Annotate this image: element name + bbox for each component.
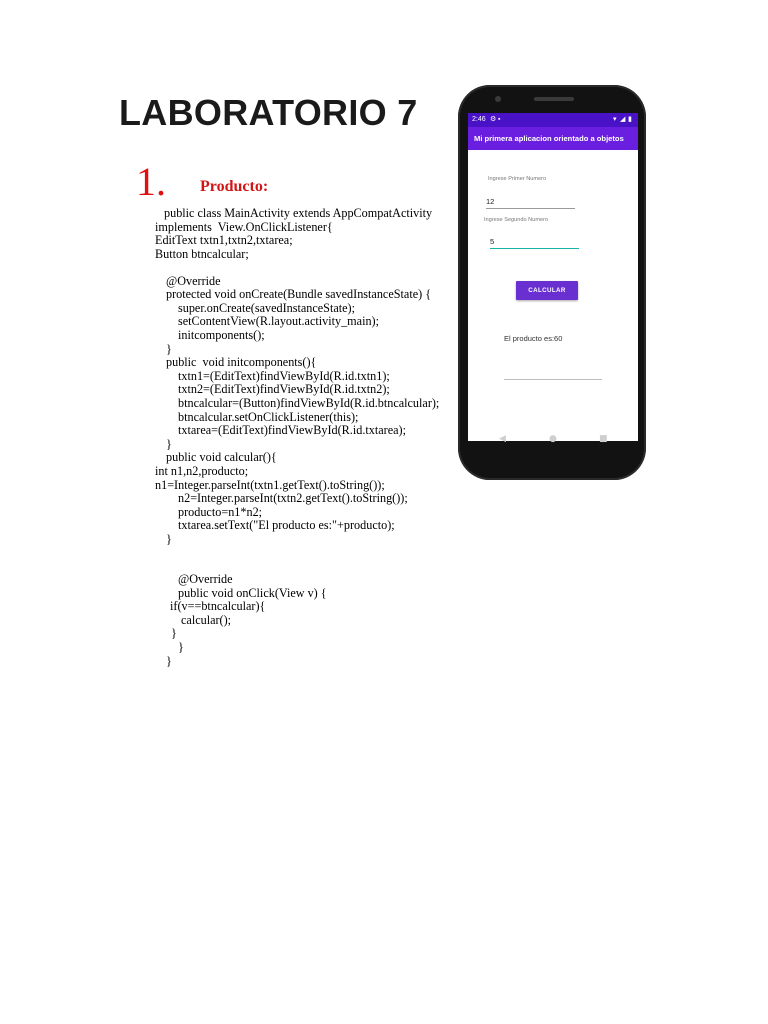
code-line: txtn2=(EditText)findViewById(R.id.txtn2); [178,382,390,397]
code-line: public void onClick(View v) { [178,585,327,600]
code-block [0,207,470,677]
battery-icon: ▮ [628,116,632,123]
code-line: txtn1=(EditText)findViewById(R.id.txtn1); [178,368,390,383]
code-line: } [166,653,172,668]
second-number-label: Ingrese Segundo Numero [484,217,549,223]
code-line: protected void onCreate(Bundle savedInstanceState) { [166,287,432,302]
code-line: @Override [166,273,221,288]
section-number: 1. [136,159,166,204]
status-time: 2:46 [472,116,486,123]
page-title: LABORATORIO 7 [119,92,418,133]
code-line: } [166,436,172,451]
status-bar [468,113,638,127]
code-line: n1=Integer.parseInt(txtn1.getText().toString()); [155,477,385,492]
code-line: producto=n1*n2; [178,504,263,519]
code-line: } [171,626,177,641]
code-line: public void initcomponents(){ [166,355,317,370]
code-line: } [178,640,184,654]
code-line: public class MainActivity extends AppCompatActivity [164,206,433,220]
wifi-icon: ▾ [613,116,617,123]
home-icon[interactable]: ● [549,434,557,444]
calculate-button[interactable]: CALCULAR [516,281,578,300]
code-line: int n1,n2,producto; [155,463,249,478]
first-number-label: Ingrese Primer Numero [488,176,547,182]
camera-icon [495,96,501,102]
nav-bar [468,429,638,451]
code-line: } [166,531,172,546]
signal-icon: ◢ [620,116,626,123]
code-line: setContentView(R.layout.activity_main); [178,314,379,329]
code-line: EditText txtn1,txtn2,txtarea; [155,233,293,248]
code-line: super.onCreate(savedInstanceState); [178,300,355,315]
result-text: El producto es:60 [504,334,563,343]
phone-screen [468,113,638,441]
speaker-grille [534,97,574,101]
second-number-input[interactable]: 5 [490,237,579,249]
app-bar [468,127,638,150]
result-underline [504,379,602,380]
back-icon[interactable]: ◀ [499,434,506,444]
code-line: public void calcular(){ [166,450,277,465]
settings-status-icon: ⚙ [490,116,497,123]
code-line: btncalcular.setOnClickListener(this); [178,409,359,424]
code-line: } [166,341,172,356]
code-line: implements View.OnClickListener{ [155,219,333,234]
phone-mockup [458,85,646,480]
code-line: @Override [178,572,233,586]
code-line: calcular(); [181,612,232,627]
code-line: if(v==btncalcular){ [170,599,266,614]
code-line: initcomponents(); [178,327,265,342]
section-label: Producto: [200,178,269,195]
notification-status-icon: ▪ [498,116,501,123]
code-line: btncalcular=(Button)findViewById(R.id.btncalcular); [178,395,440,410]
recents-icon[interactable]: ■ [599,434,608,444]
first-number-input[interactable]: 12 [486,197,575,209]
code-line: n2=Integer.parseInt(txtn2.getText().toString()); [178,491,408,506]
app-title: Mi primera aplicacion orientado a objetos [474,134,624,143]
code-line: Button btncalcular; [155,246,249,261]
code-line: txtarea.setText("El producto es:"+producto); [178,518,395,533]
code-line: txtarea=(EditText)findViewById(R.id.txtarea); [178,423,406,438]
